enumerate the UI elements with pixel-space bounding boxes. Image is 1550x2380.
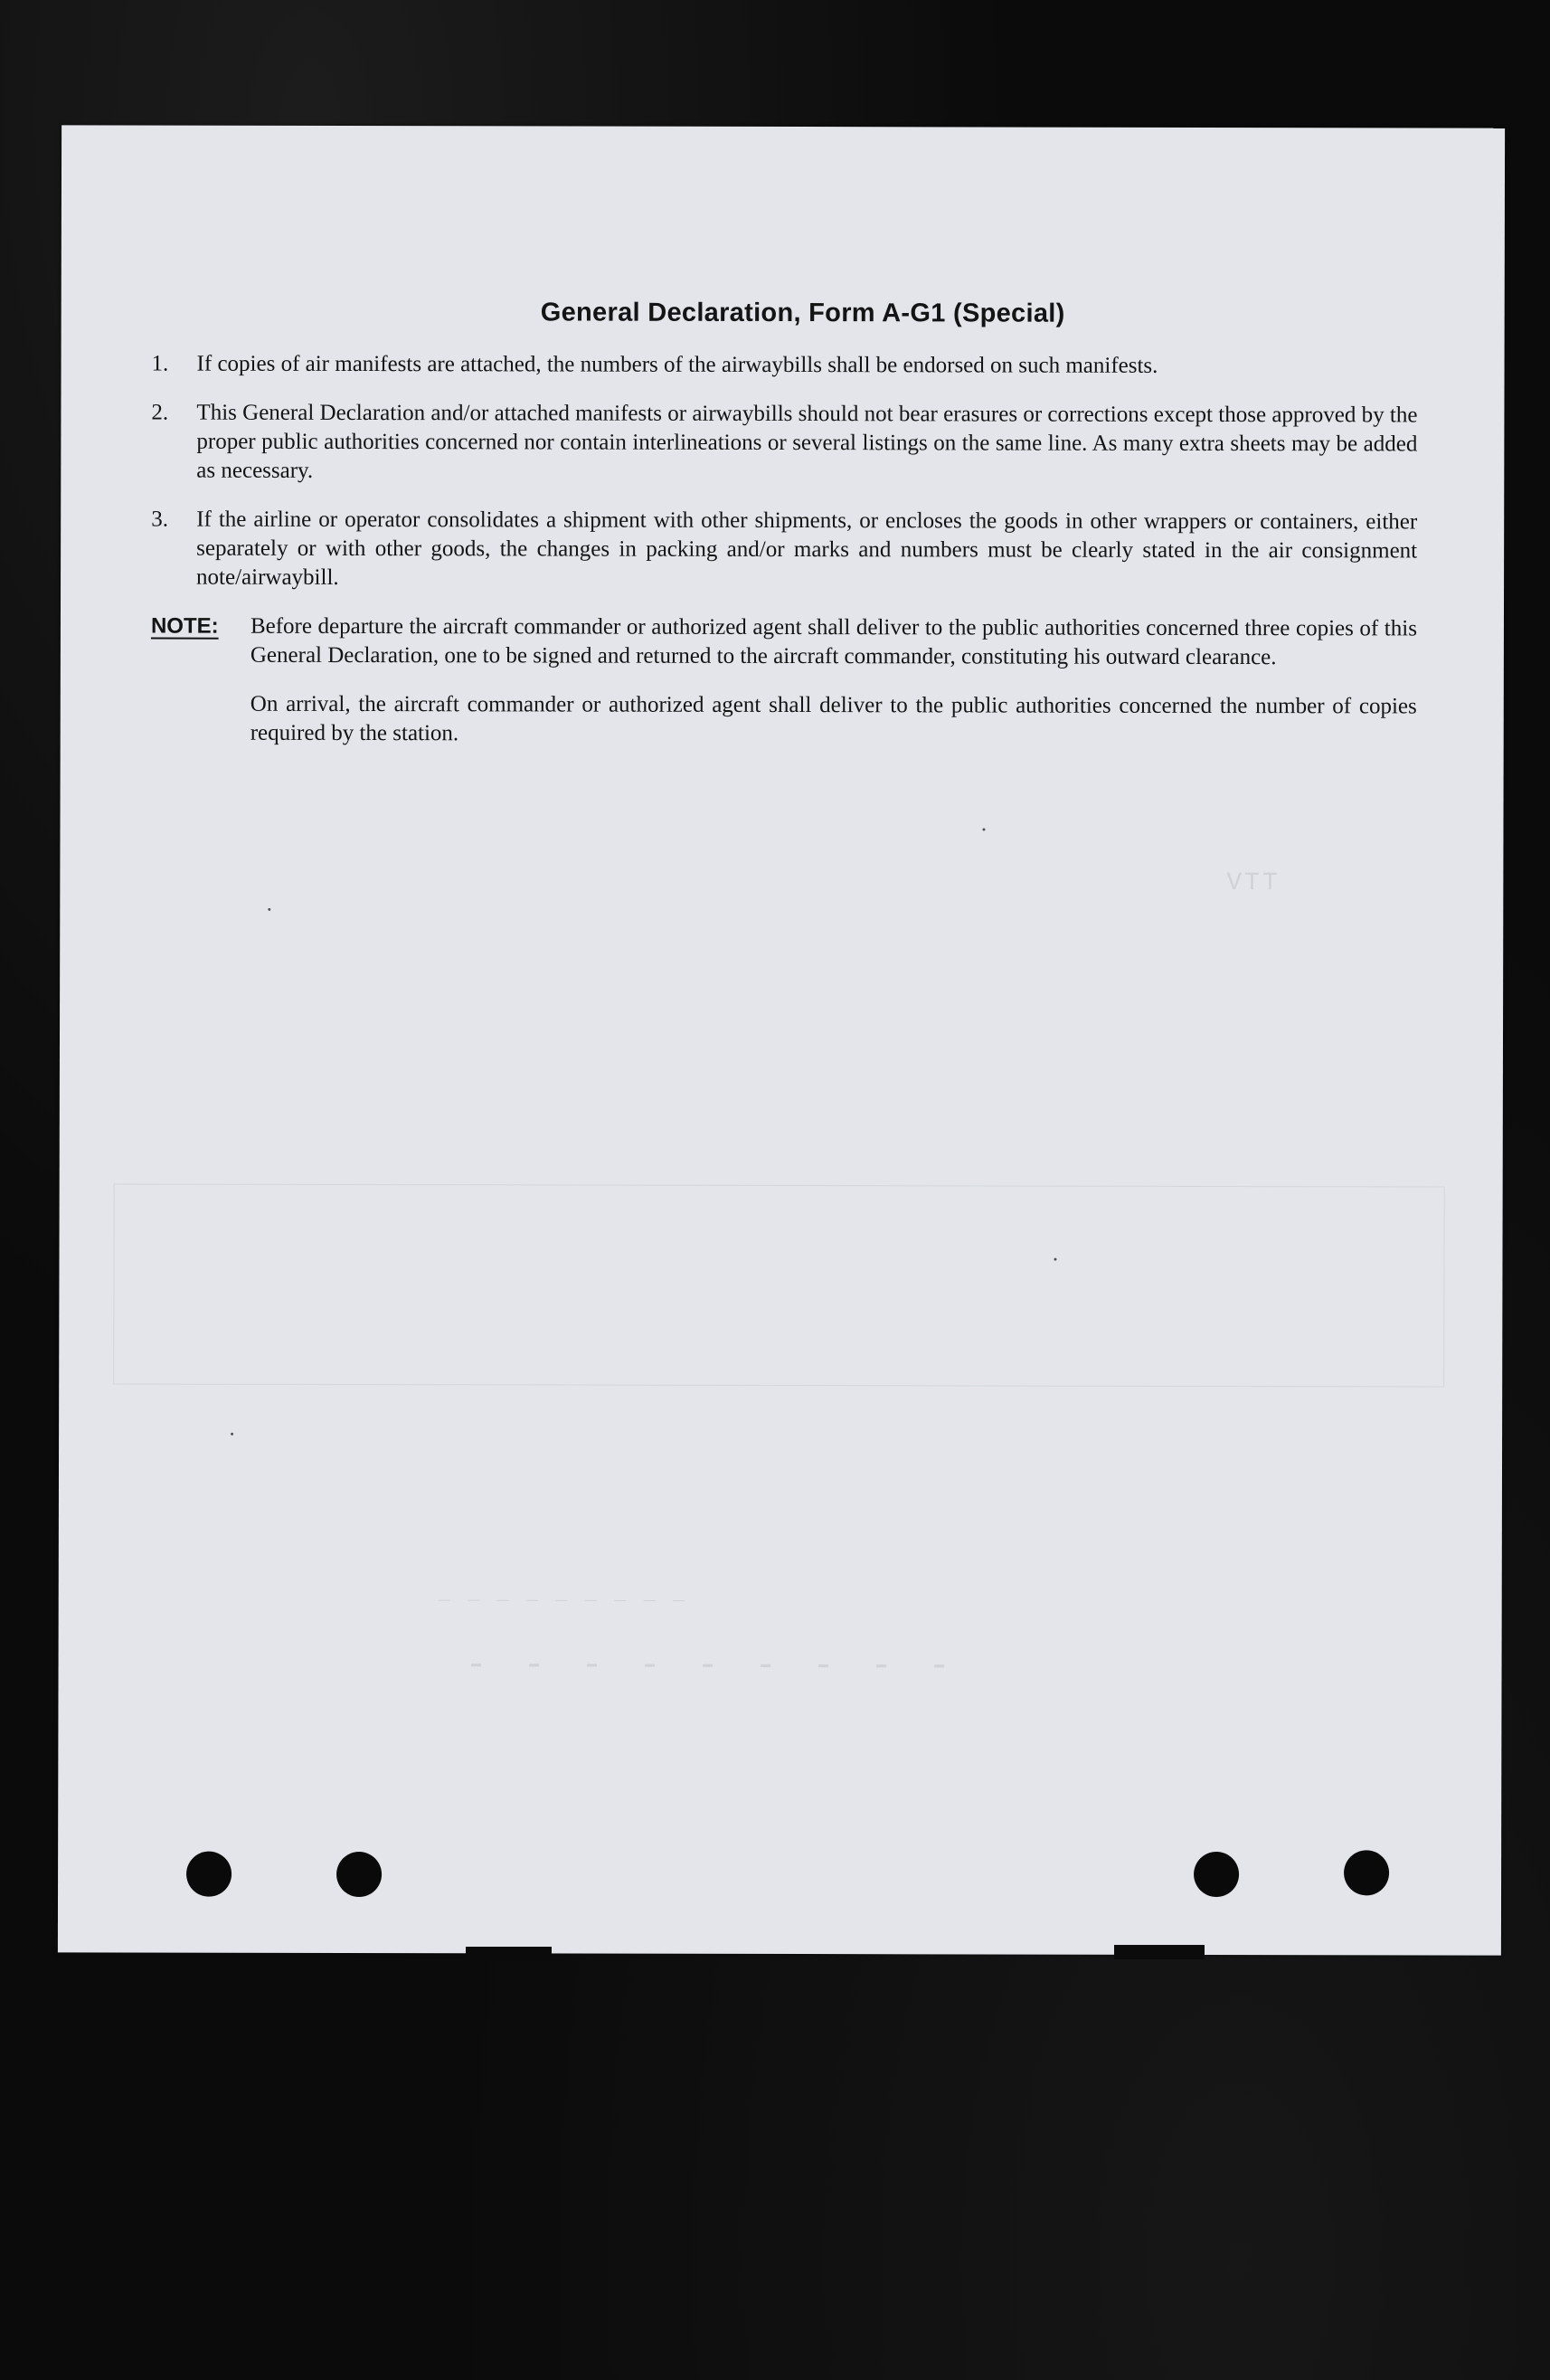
punch-hole [1194, 1852, 1239, 1897]
binding-tab [466, 1947, 552, 1961]
list-item [151, 399, 1417, 488]
dust-speck [268, 908, 270, 911]
show-through-mark: - - - - - - - - - [465, 1645, 958, 1688]
item-text: This General Declaration and/or attached manifests or airwaybills should not bear erasures or corrections except those approved by the proper public authorities concerned nor contain interlineations or several listings on the same line. As many extra sheets may be added as necessary. [196, 400, 1418, 483]
show-through-mark: _ _ _ _ _ _ _ _ _ [438, 1582, 688, 1606]
list-item [151, 506, 1417, 595]
item-number: 2. [151, 400, 169, 425]
declaration-text [151, 298, 1418, 771]
punch-hole [336, 1852, 382, 1897]
dust-speck [1054, 1258, 1056, 1261]
show-through-mark: VTT [1226, 869, 1281, 898]
note-paragraph: Before departure the aircraft commander or authorized agent shall deliver to the public authorities concerned three copies of this General Declaration, one to be signed and returned to the aircraft commander, constituting his outward clearance. [250, 613, 1417, 670]
binding-tab [1114, 1945, 1205, 1959]
item-number: 1. [151, 351, 169, 376]
item-text: If the airline or operator consolidates a shipment with other shipments, or encloses the goods in other wrappers or containers, either separately or with other goods, the changes in packing and/or marks and numbers must be clearly stated in the air consignment note/airwaybill. [196, 507, 1418, 590]
item-number: 3. [151, 507, 168, 532]
show-through-table [113, 1183, 1444, 1387]
item-text: If copies of air manifests are attached, the numbers of the airwaybills shall be endorsed on such manifests. [196, 351, 1158, 378]
note-section [151, 612, 1417, 771]
list-item [152, 350, 1418, 382]
dust-speck [982, 828, 985, 830]
punch-hole [186, 1852, 232, 1897]
dust-speck [231, 1433, 233, 1436]
punch-hole [1344, 1850, 1389, 1895]
note-body [250, 612, 1417, 771]
document-page [58, 125, 1505, 1955]
note-paragraph: On arrival, the aircraft commander or authorized agent shall deliver to the public authorities concerned the number of copies required by the station. [250, 691, 1417, 746]
note-label: NOTE: [150, 613, 219, 639]
document-title: General Declaration, Form A-G1 (Special) [540, 298, 1065, 328]
